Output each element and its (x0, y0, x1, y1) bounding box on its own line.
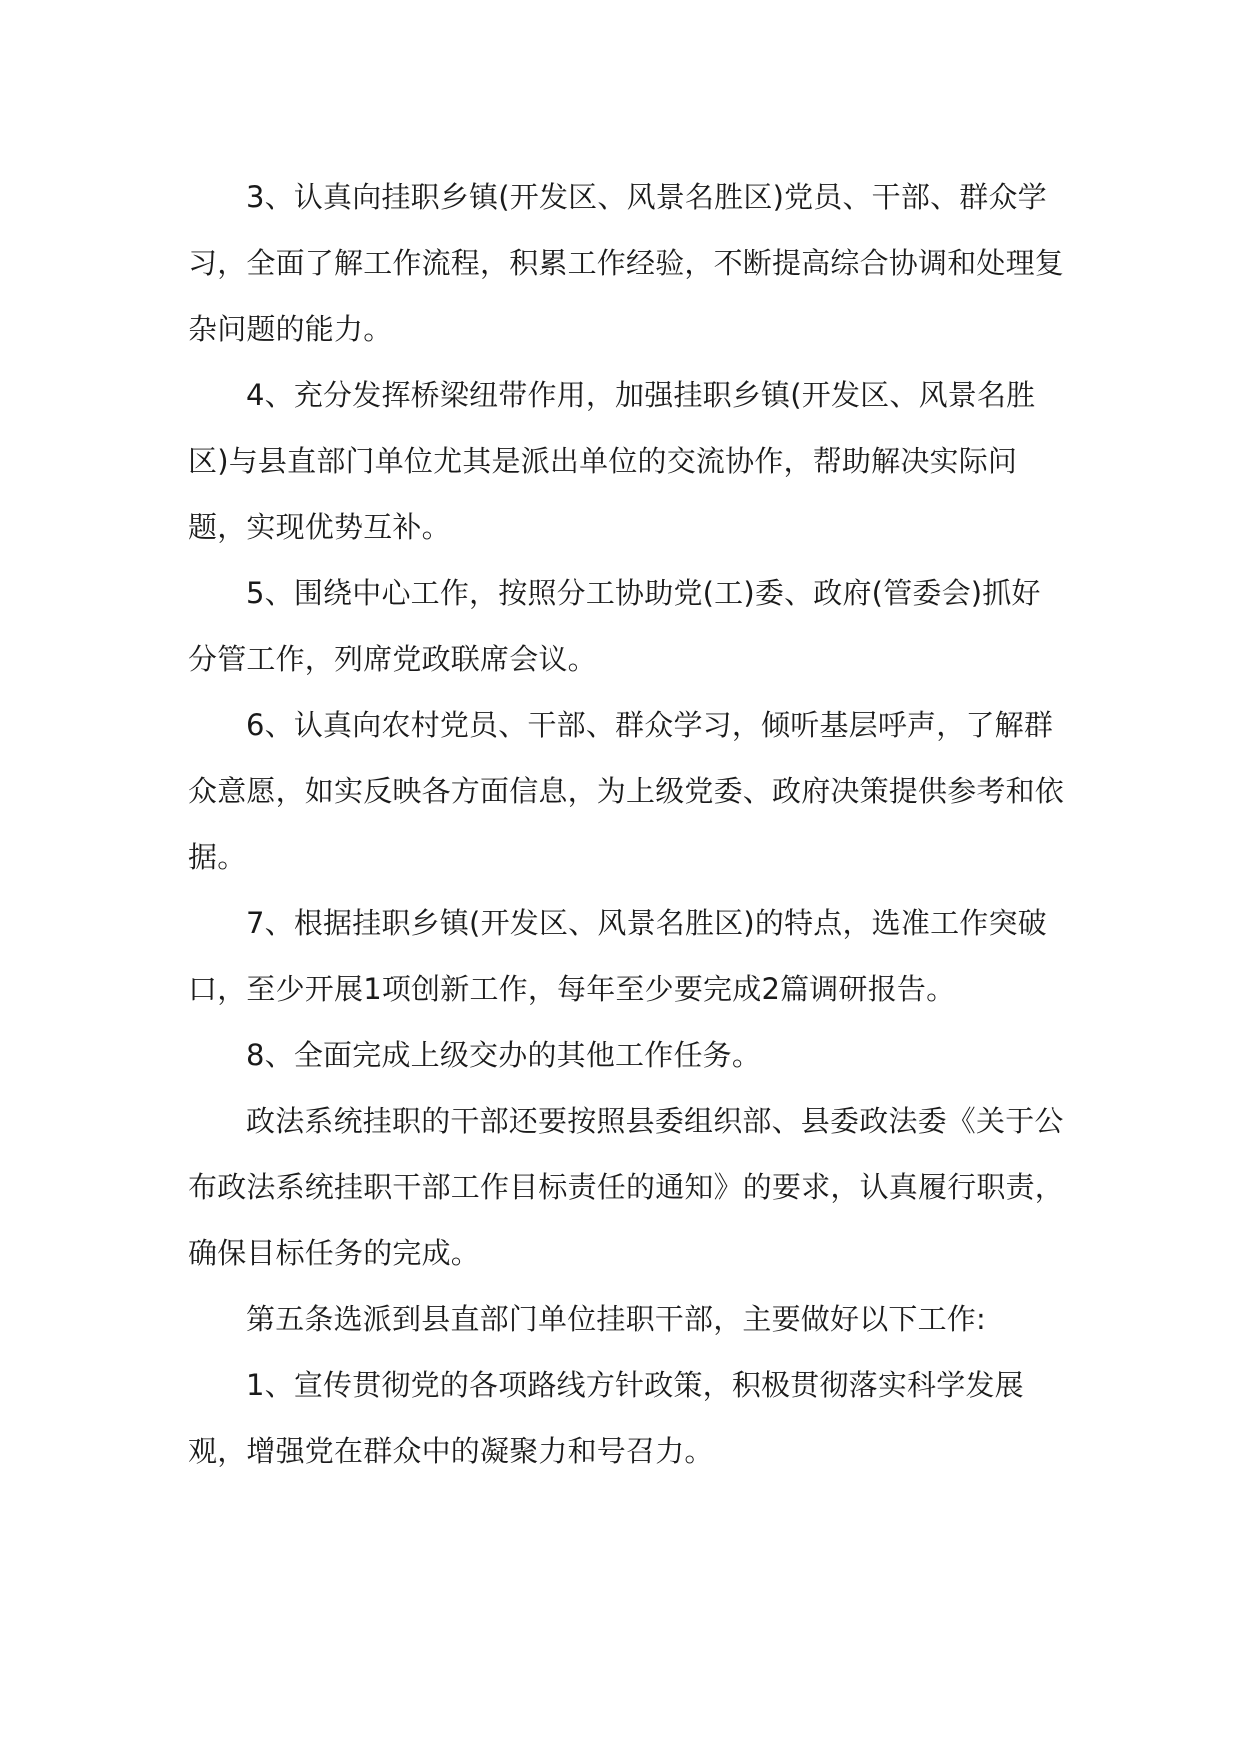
paragraph-item-6: 6、认真向农村党员、干部、群众学习，倾听基层呼声，了解群众意愿，如实反映各方面信息，为上级党委、政府决策提供参考和依据。 (188, 708, 1065, 874)
document-body (188, 164, 1068, 1484)
paragraph-political-legal: 政法系统挂职的干部还要按照县委组织部、县委政法委《关于公布政法系统挂职干部工作目标责任的通知》的要求，认真履行职责，确保目标任务的完成。 (188, 1104, 1065, 1270)
paragraph-item-8: 8、全面完成上级交办的其他工作任务。 (246, 1038, 762, 1072)
paragraph-item-4: 4、充分发挥桥梁纽带作用，加强挂职乡镇(开发区、风景名胜区)与县直部门单位尤其是派出单位的交流协作，帮助解决实际问题，实现优势互补。 (188, 378, 1036, 544)
paragraph-item-1: 1、宣传贯彻党的各项路线方针政策，积极贯彻落实科学发展观，增强党在群众中的凝聚力和号召力。 (188, 1368, 1024, 1468)
paragraph-item-3: 3、认真向挂职乡镇(开发区、风景名胜区)党员、干部、群众学习，全面了解工作流程，积累工作经验，不断提高综合协调和处理复杂问题的能力。 (188, 180, 1065, 346)
paragraph-item-5: 5、围绕中心工作，按照分工协助党(工)委、政府(管委会)抓好分管工作，列席党政联席会议。 (188, 576, 1041, 676)
paragraph-article-five: 第五条选派到县直部门单位挂职干部，主要做好以下工作: (246, 1302, 986, 1336)
paragraph-item-7: 7、根据挂职乡镇(开发区、风景名胜区)的特点，选准工作突破口，至少开展1项创新工作，每年至少要完成2篇调研报告。 (188, 906, 1047, 1006)
